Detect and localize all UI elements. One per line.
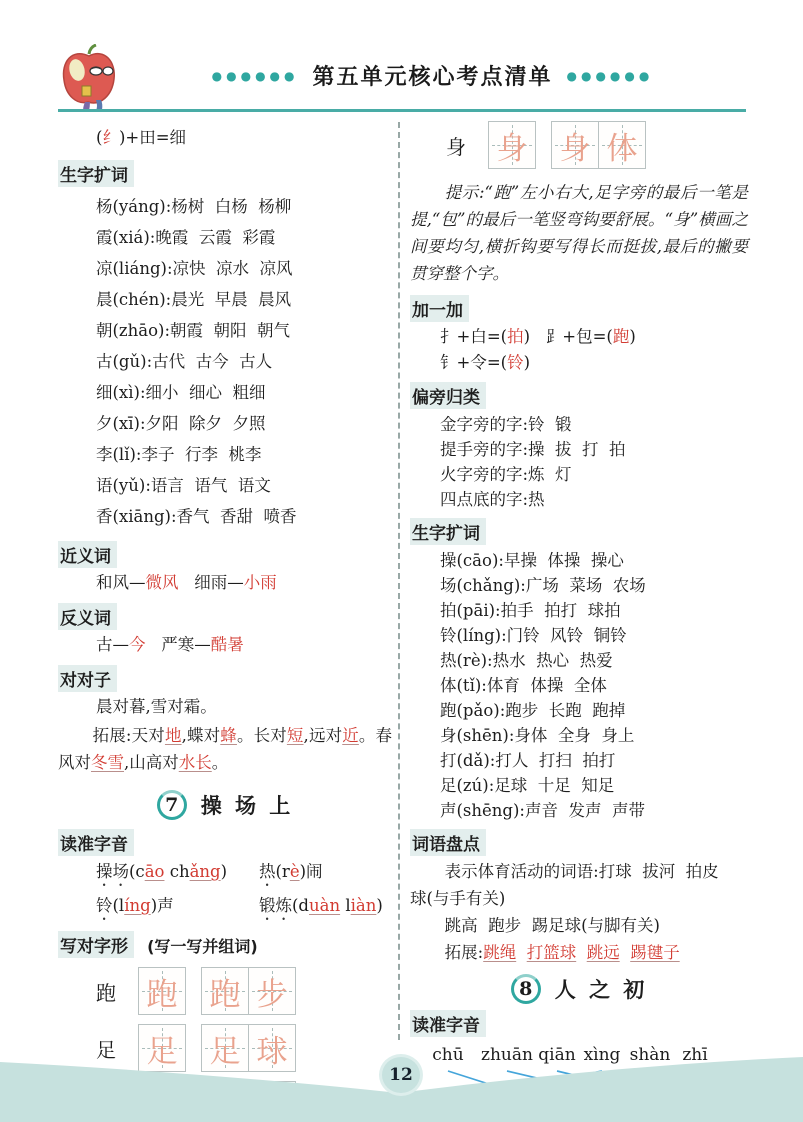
apple-mascot-illustration xyxy=(58,44,120,114)
section-header-duzhun-right: 读准字音 xyxy=(410,1010,486,1037)
page-header xyxy=(120,60,745,91)
couplet-line: 晨对暮,雪对霜。 xyxy=(96,697,217,716)
lesson-8-heading xyxy=(410,970,748,1008)
lesson-7-heading xyxy=(58,786,392,824)
right-column xyxy=(410,116,748,1122)
writing-tip-paragraph: 提示:“跑”左小右大,足字旁的最后一笔是提,“包”的最后一笔竖弯钩要舒展。“身”横画之间要均匀,横折钩要写得长而挺拔,最后的撇要贯穿整个字。 xyxy=(410,183,748,283)
writing-grid-cell xyxy=(488,121,536,169)
writing-grid-cell xyxy=(248,967,296,1015)
word-line: 杨(yáng):杨树 白杨 杨柳 xyxy=(96,197,292,216)
word-line: 朝(zhāo):朝霞 朝阳 朝气 xyxy=(96,321,291,340)
practice-label: 身 xyxy=(446,134,466,159)
practice-row-shen xyxy=(410,121,748,169)
section-header-jiayijia: 加一加 xyxy=(410,295,469,322)
word-line: 古(gǔ):古代 古今 古人 xyxy=(96,352,273,371)
word-line: 热(rè):热水 热心 热爱 xyxy=(440,651,613,670)
lesson-8-title: 人 之 初 xyxy=(554,978,648,1002)
section-header-duiduizi: 对对子 xyxy=(58,665,117,692)
page-title: 第五单元核心考点清单 xyxy=(312,65,553,90)
trace-character: 体 xyxy=(606,130,638,167)
writing-grid-cell xyxy=(138,967,186,1015)
synonyms-line: 和风—微风 细雨—小雨 xyxy=(96,573,277,592)
word-line: 铃(líng):门铃 风铃 铜铃 xyxy=(440,626,627,645)
section-header-ciyu: 词语盘点 xyxy=(410,829,486,856)
pinyin-option: xìng xyxy=(583,1045,621,1065)
word-line: 声(shēng):声音 发声 声带 xyxy=(440,801,645,820)
decor-dots-right-icon: ●●●●●● xyxy=(566,68,654,83)
word-line: 体(tǐ):体育 体操 全体 xyxy=(440,676,607,695)
add-radical-line: 扌+白=(拍) ⻊+包=(跑) xyxy=(440,327,636,346)
lesson-8-number-badge: 8 xyxy=(511,974,541,1004)
word-line: 香(xiāng):香气 香甜 喷香 xyxy=(96,507,297,526)
pinyin-option: zhī xyxy=(682,1045,708,1065)
carryover-line: (纟)+田=细 xyxy=(96,128,187,147)
pinyin-option: chū xyxy=(432,1045,464,1065)
trace-character: 足 xyxy=(146,1033,178,1070)
word-line: 身(shēn):身体 全身 身上 xyxy=(440,726,635,745)
sports-words-extend-line: 拓展:跳绳 打篮球 跳远 踢毽子 xyxy=(444,943,680,962)
section-header-shengzi-right: 生字扩词 xyxy=(410,518,486,545)
radical-group-line: 火字旁的字:炼 灯 xyxy=(440,465,572,484)
antonyms-line: 古—今 严寒—酷暑 xyxy=(96,635,244,654)
pinyin-option: shàn xyxy=(629,1045,671,1065)
section-header-xiezi: 写对字形 xyxy=(58,931,134,958)
writing-grid-pair xyxy=(201,967,296,1015)
word-line: 李(lǐ):李子 行李 桃李 xyxy=(96,445,262,464)
trace-character: 身 xyxy=(496,130,528,167)
practice-label: 跑 xyxy=(96,980,116,1005)
writing-grid-cell xyxy=(598,121,646,169)
writing-grid-cell xyxy=(201,967,249,1015)
section-note-xiezi: (写一写并组词) xyxy=(147,937,258,956)
add-radical-line: 钅+令=(铃) xyxy=(440,353,531,372)
lesson-7-number-badge: 7 xyxy=(157,790,187,820)
sports-words-line: 跳高 跑步 踢足球(与脚有关) xyxy=(444,916,660,935)
decor-dots-left-icon: ●●●●●● xyxy=(211,68,299,83)
radical-group-line: 金字旁的字:铃 锻 xyxy=(440,415,572,434)
word-line: 跑(pǎo):跑步 长跑 跑掉 xyxy=(440,701,626,720)
trace-character: 身 xyxy=(559,130,591,167)
trace-character: 足 xyxy=(209,1033,241,1070)
writing-grid-cell xyxy=(551,121,599,169)
word-line: 拍(pāi):拍手 拍打 球拍 xyxy=(440,601,621,620)
trace-character: 步 xyxy=(256,976,288,1013)
section-header-fanyici: 反义词 xyxy=(58,603,117,630)
sports-words-line: 球(与手有关) xyxy=(410,889,506,908)
section-header-shengzi-left: 生字扩词 xyxy=(58,160,134,187)
word-line: 细(xì):细小 细心 粗细 xyxy=(96,383,266,402)
trace-character: 球 xyxy=(256,1033,288,1070)
pinyin-option: qiān xyxy=(538,1045,576,1065)
column-divider xyxy=(398,122,400,1040)
word-line: 晨(chén):晨光 早晨 晨风 xyxy=(96,290,292,309)
practice-label: 足 xyxy=(96,1037,116,1062)
pinyin-option: zhuān xyxy=(481,1045,533,1065)
pronunciation-item: 铃(líng)声 xyxy=(96,896,174,915)
couplet-extend-paragraph: 拓展:天对地,蝶对蜂。长对短,远对近。春风对冬雪,山高对水长。 xyxy=(58,726,393,772)
practice-row-pao xyxy=(58,967,392,1015)
word-line: 夕(xī):夕阳 除夕 夕照 xyxy=(96,414,266,433)
header-rule xyxy=(58,109,746,112)
left-column xyxy=(58,116,392,1122)
pronunciation-row-2 xyxy=(58,890,392,924)
word-line: 场(chǎng):广场 菜场 农场 xyxy=(440,576,646,595)
word-line: 霞(xiá):晚霞 云霞 彩霞 xyxy=(96,228,276,247)
page-number-badge: 12 xyxy=(382,1057,420,1093)
sports-words-line: 表示体育活动的词语:打球 拔河 拍皮 xyxy=(444,862,719,881)
word-line: 语(yǔ):语言 语气 语文 xyxy=(96,476,271,495)
pronunciation-row-1 xyxy=(58,856,392,890)
section-header-duzhun-left: 读准字音 xyxy=(58,829,134,856)
writing-grid-pair xyxy=(551,121,646,169)
word-line: 操(cāo):早操 体操 操心 xyxy=(440,551,624,570)
word-expansion-list-left xyxy=(58,191,392,532)
pronunciation-item: 锻炼(duàn liàn) xyxy=(259,896,383,915)
radical-group-line: 四点底的字:热 xyxy=(440,490,545,509)
pronunciation-item: 热(rè)闹 xyxy=(259,862,323,881)
pronunciation-item: 操场(cāo chǎng) xyxy=(96,862,228,881)
radical-group-line: 提手旁的字:操 拔 打 拍 xyxy=(440,440,626,459)
word-line: 足(zú):足球 十足 知足 xyxy=(440,776,615,795)
lesson-7-title: 操 场 上 xyxy=(200,794,294,818)
trace-character: 跑 xyxy=(209,976,241,1013)
word-line: 打(dǎ):打人 打扫 拍打 xyxy=(440,751,616,770)
word-line: 凉(liáng):凉快 凉水 凉风 xyxy=(96,259,293,278)
word-expansion-list-right xyxy=(410,548,748,823)
section-header-jinyici: 近义词 xyxy=(58,541,117,568)
trace-character: 跑 xyxy=(146,976,178,1013)
section-header-pianpang: 偏旁归类 xyxy=(410,382,486,409)
